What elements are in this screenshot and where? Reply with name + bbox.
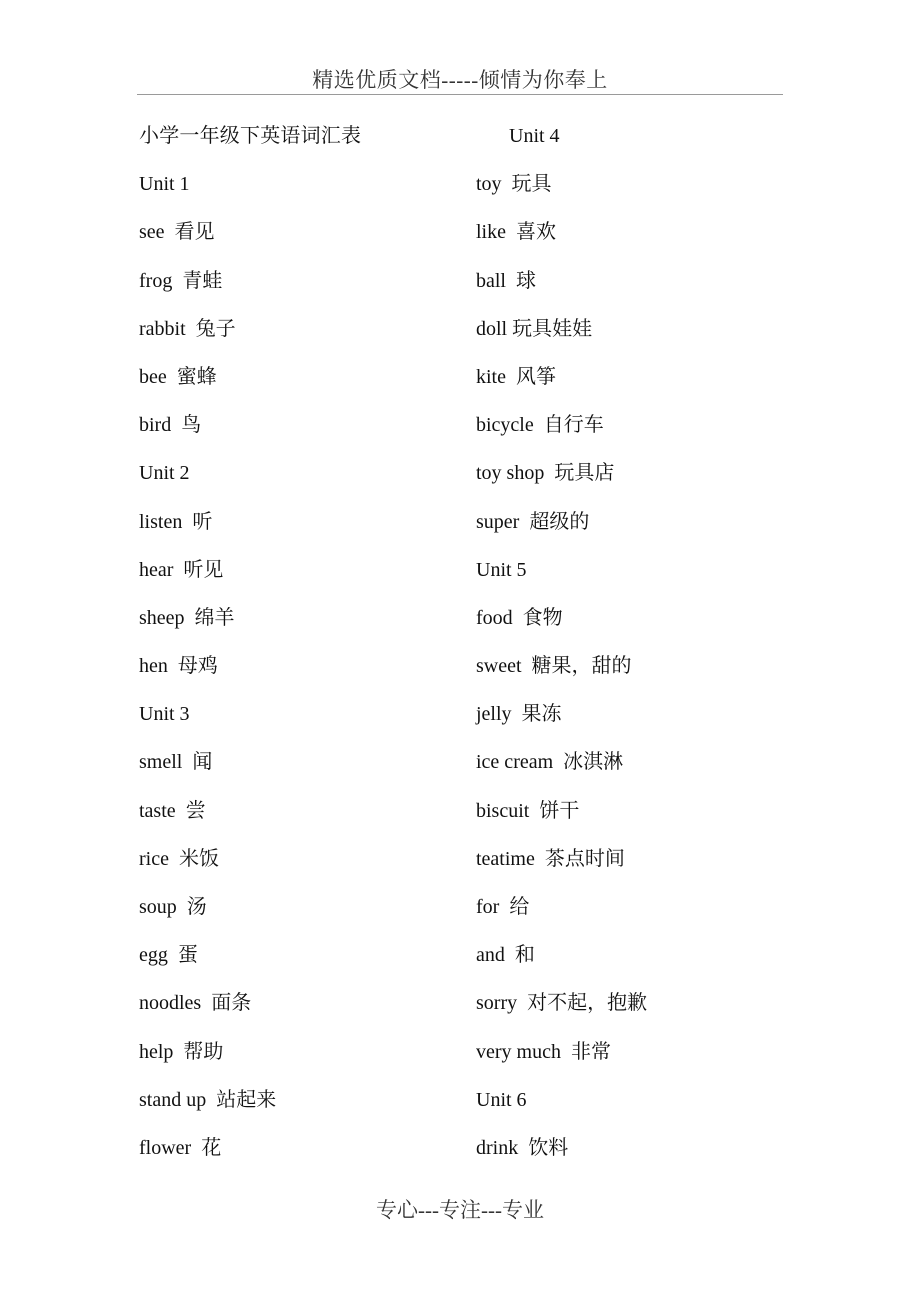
vocabulary-entry: stand up 站起来 (139, 1088, 277, 1111)
vocabulary-entry: see 看见 (139, 221, 215, 244)
vocabulary-entry: ice cream 冰淇淋 (476, 751, 624, 774)
vocabulary-entry: toy shop 玩具店 (476, 462, 615, 485)
unit-heading: Unit 4 (509, 125, 560, 147)
unit-heading: Unit 2 (139, 462, 190, 485)
vocabulary-column-left (139, 117, 459, 1177)
vocabulary-entry: like 喜欢 (476, 221, 556, 244)
vocabulary-entry: drink 饮料 (476, 1136, 569, 1159)
vocabulary-entry: doll 玩具娃娃 (476, 317, 593, 340)
vocabulary-entry: bee 蜜蜂 (139, 365, 217, 388)
vocabulary-entry: flower 花 (139, 1136, 222, 1159)
vocabulary-entry: egg 蛋 (139, 944, 198, 967)
vocabulary-entry: ball 球 (476, 269, 536, 292)
header-divider (137, 94, 783, 95)
vocabulary-entry: jelly 果冻 (476, 703, 562, 726)
unit-heading: Unit 6 (476, 1088, 527, 1111)
vocabulary-entry: rice 米饭 (139, 847, 219, 870)
vocabulary-entry: very much 非常 (476, 1040, 611, 1063)
document-title: 小学一年级下英语词汇表 (139, 125, 362, 147)
vocabulary-entry: rabbit 兔子 (139, 317, 236, 340)
vocabulary-entry: bicycle 自行车 (476, 414, 604, 437)
vocabulary-entry: bird 鸟 (139, 414, 202, 437)
vocabulary-entry: biscuit 饼干 (476, 799, 580, 822)
vocabulary-entry: smell 闻 (139, 751, 213, 774)
vocabulary-entry: hen 母鸡 (139, 655, 218, 678)
page-footer: 专心---专注---专业 (376, 1198, 544, 1222)
vocabulary-entry: food 食物 (476, 606, 563, 629)
vocabulary-entry: help 帮助 (139, 1040, 224, 1063)
page-header: 精选优质文档-----倾情为你奉上 (312, 68, 608, 92)
vocabulary-entry: hear 听见 (139, 558, 224, 581)
vocabulary-entry: toy 玩具 (476, 173, 552, 196)
vocabulary-entry: for 给 (476, 896, 530, 918)
vocabulary-entry: sweet 糖果，甜的 (476, 655, 632, 678)
vocabulary-entry: noodles 面条 (139, 992, 252, 1015)
vocabulary-entry: frog 青蛙 (139, 269, 223, 292)
vocabulary-entry: sheep 绵羊 (139, 606, 235, 629)
vocabulary-entry: listen 听 (139, 510, 213, 533)
vocabulary-entry: sorry 对不起，抱歉 (476, 992, 648, 1015)
vocabulary-entry: kite 风筝 (476, 365, 556, 388)
vocabulary-entry: soup 汤 (139, 896, 207, 918)
vocabulary-column-right (476, 117, 796, 1177)
unit-heading: Unit 3 (139, 703, 190, 726)
vocabulary-entry: and 和 (476, 944, 535, 967)
unit-heading: Unit 1 (139, 173, 190, 196)
vocabulary-entry: super 超级的 (476, 510, 590, 533)
vocabulary-entry: teatime 茶点时间 (476, 847, 625, 870)
unit-heading: Unit 5 (476, 558, 527, 581)
vocabulary-entry: taste 尝 (139, 799, 206, 822)
